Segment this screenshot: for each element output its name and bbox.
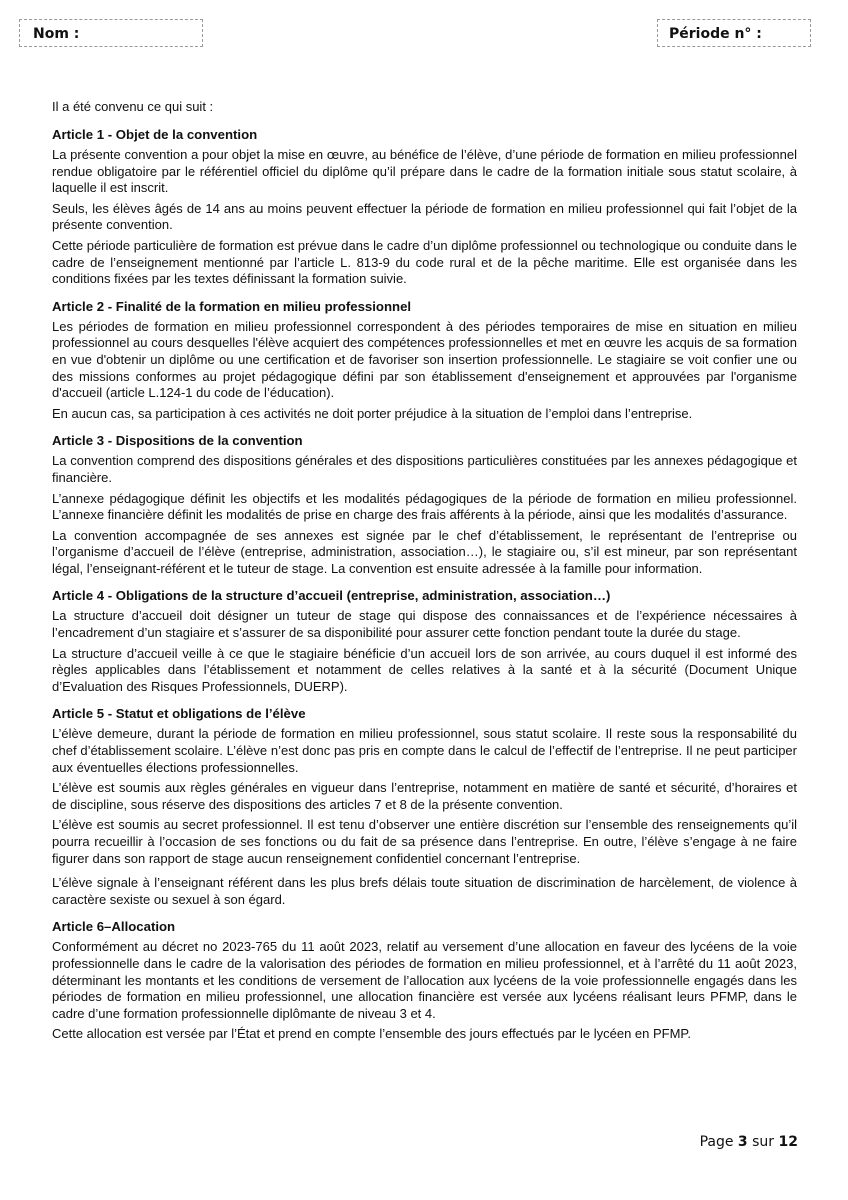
article-paragraph: Cette allocation est versée par l’État et prend en compte l’ensemble des jours effectués par le lycéen en PFMP. [52, 1026, 692, 1042]
article-2 [52, 299, 797, 423]
current-page-number: 3 [737, 1134, 748, 1150]
article-paragraph: La présente convention a pour objet la mise en œuvre, au bénéfice de l’élève, d’une période de formation en milieu professionnel rendue obligatoire par le référentiel officiel du diplôme qu’il prépare dans le cadre de la formation initiale sous statut scolaire, à laquelle il est inscrit. [52, 147, 797, 196]
article-paragraph: Cette période particulière de formation est prévue dans le cadre d’un diplôme professionnel ou technologique ou conduite dans le cadre de l’enseignement mentionné par l’article L. 813-9 du code rural et de la pêche maritime. Elle est organisée dans les conditions fixées par les textes définissant la formation suivie. [52, 237, 797, 287]
article-paragraph: La convention accompagnée de ses annexes est signée par le chef d’établissement, le représentant de l’entreprise ou l’organisme d’accueil de l’élève (entreprise, administration, association…), le stagiaire ou, s’il est mineur, par son représentant légal, l’enseignant-référent et le tuteur de stage. La convention est ensuite adressée à la famille pour information. [52, 527, 797, 576]
article-title: Article 1 - Objet de la convention [52, 127, 258, 142]
article-3 [52, 433, 797, 577]
document-body [52, 99, 797, 1054]
article-paragraph: Les périodes de formation en milieu professionnel correspondent à des périodes temporaires de mise en situation en milieu professionnel au cours desquelles l'élève acquiert des compétences professionnelles et met en œuvre les acquis de sa formation en vue d'obtenir un diplôme ou une certification et de favoriser son insertion professionnelle. Le stagiaire se voit confier une ou des missions conformes au projet pédagogique défini par son établissement d'enseignement et approuvées par l'organisme d'accueil (article L.124-1 du code de l’éducation). [52, 318, 797, 401]
article-4 [52, 588, 797, 695]
name-field-box [19, 19, 203, 47]
article-title: Article 4 - Obligations de la structure d’accueil (entreprise, administration, association…) [52, 588, 611, 604]
page-number-footer [700, 1134, 798, 1150]
article-title: Article 3 - Dispositions de la convention [52, 433, 303, 449]
article-paragraph: Conformément au décret no 2023-765 du 11 août 2023, relatif au versement d’une allocation en faveur des lycéens de la voie professionnelle dans le cadre de la valorisation des périodes de formation en milieu professionnel, et à l’arrêté du 11 août 2023, déterminant les montants et les conditions de versement de l’allocation aux lycéens de la voie professionnelle engagés dans les périodes de formation en milieu professionnel, une allocation financière est versée aux lycéens réalisant leurs PFMP, dans le cadre d’une formation professionnelle diplômante de niveau 3 et 4. [52, 939, 797, 1021]
article-paragraph: L’élève demeure, durant la période de formation en milieu professionnel, sous statut scolaire. Il reste sous la responsabilité du chef d’établissement scolaire. L’élève n’est donc pas pris en compte dans le calcul de l’effectif de l’entreprise. Il ne peut participer aux éventuelles élections professionnelles. [52, 726, 797, 775]
article-paragraph: L’élève est soumis au secret professionnel. Il est tenu d’observer une entière discrétion sur l’ensemble des renseignements qu’il pourra recueillir à l’occasion de ses fonctions ou du fait de sa présence dans l’entreprise. En outre, l’élève s’engage à ne faire figurer dans son rapport de stage aucun renseignement confidentiel concernant l’entreprise. [52, 817, 797, 866]
article-1 [52, 127, 797, 288]
article-paragraph: La structure d’accueil veille à ce que le stagiaire bénéficie d’un accueil lors de son arrivée, au cours duquel il est informé des règles applicables dans l’établissement et notamment de celles relatives à la santé et à la sécurité (Document Unique d’Evaluation des Risques Professionnels, DUERP). [52, 645, 797, 694]
article-paragraph: La convention comprend des dispositions générales et des dispositions particulières constituées par les annexes pédagogique et financière. [52, 453, 797, 485]
intro-text: Il a été convenu ce qui suit : [52, 99, 214, 114]
article-paragraph: Seuls, les élèves âgés de 14 ans au moins peuvent effectuer la période de formation en milieu professionnel qui fait l’objet de la présente convention. [52, 200, 797, 233]
total-pages-number: 12 [778, 1134, 798, 1150]
article-paragraph: En aucun cas, sa participation à ces activités ne doit porter préjudice à la situation de l’emploi dans l’entreprise. [52, 405, 693, 421]
article-5 [52, 706, 797, 908]
period-label: Période n° : [669, 26, 762, 42]
article-title: Article 5 - Statut et obligations de l’élève [52, 706, 306, 722]
article-paragraph: L’élève signale à l’enseignant référent dans les plus brefs délais toute situation de discrimination de harcèlement, de violence à caractère sexiste ou sexuel à son égard. [52, 875, 797, 907]
article-paragraph: La structure d’accueil doit désigner un tuteur de stage qui dispose des connaissances et de l’expérience nécessaires à l’encadrement d’un stagiaire et s’assurer de sa disponibilité pour assurer cette fonction pendant toute la durée du stage. [52, 608, 797, 641]
name-label: Nom : [33, 26, 80, 42]
article-title: Article 2 - Finalité de la formation en milieu professionnel [52, 298, 412, 314]
page-word: Page [699, 1134, 734, 1150]
article-title: Article 6–Allocation [52, 919, 176, 935]
article-paragraph: L’annexe pédagogique définit les objectifs et les modalités pédagogiques de la période de formation en milieu professionnel. L’annexe financière définit les modalités de prise en charge des frais afférents à la période, ainsi que les modalités d’assurance. [52, 490, 797, 523]
of-word: sur [752, 1134, 775, 1150]
article-paragraph: L’élève est soumis aux règles générales en vigueur dans l’entreprise, notamment en matière de santé et sécurité, d’horaires et de discipline, sous réserve des dispositions des articles 7 et 8 de la présente convention. [52, 780, 797, 812]
period-field-box [657, 19, 811, 47]
article-6 [52, 919, 797, 1043]
